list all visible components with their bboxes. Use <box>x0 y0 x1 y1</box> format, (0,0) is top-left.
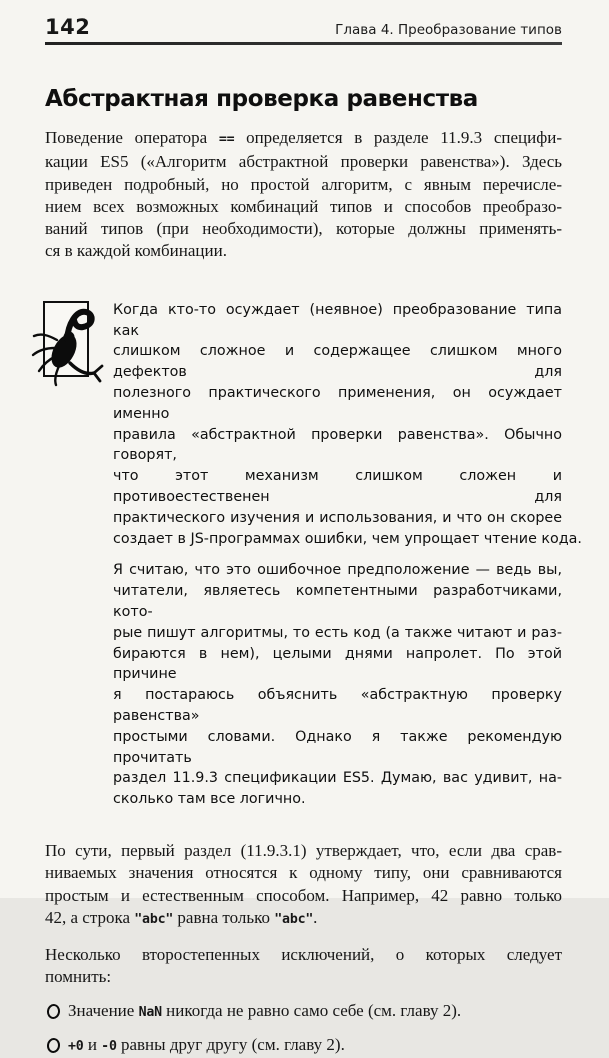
paragraph-body <box>45 840 562 931</box>
code-inline: == <box>218 132 235 147</box>
text-run: простым и естественным способом. Например, 42 равно только <box>45 885 562 905</box>
text-run: Значение <box>68 1000 139 1020</box>
text-run: никогда не равно само себе (см. главу 2). <box>161 1000 462 1020</box>
text-line <box>45 966 562 988</box>
text-run: равны друг другу (см. главу 2). <box>116 1034 345 1054</box>
text-run: кации ES5 («Алгоритм абстрактной проверки равенства»). Здесь <box>45 152 562 172</box>
note-paragraph-1 <box>113 300 582 550</box>
text-run: Когда кто-то осуждает (неявное) преобразование типа как <box>113 301 562 339</box>
text-line <box>113 768 562 789</box>
code-inline: "abc" <box>274 911 314 927</box>
running-title: Глава 4. Преобразование типов <box>335 22 562 38</box>
text-run: нием всех возможных комбинаций типов и способов преобразо- <box>45 196 562 216</box>
text-line <box>113 508 562 529</box>
text-line <box>113 581 562 623</box>
text-run: и <box>83 1034 102 1054</box>
text-run: что этот механизм слишком сложен и противоестественен для <box>113 468 562 505</box>
list-item <box>45 1034 562 1057</box>
code-inline: -0 <box>101 1038 117 1054</box>
text-line <box>113 727 562 769</box>
text-run: По сути, первый раздел (11.9.3.1) утверждает, что, если два срав- <box>45 840 562 860</box>
text-run: Поведение оператора <box>45 128 219 147</box>
note-block <box>45 300 582 810</box>
text-run: ся в каждой комбинации. <box>45 241 227 261</box>
text-run: читатели, являетесь компетентными разработчиками, кото- <box>113 583 562 620</box>
text-run: Я считаю, что это ошибочное предположение — ведь вы, <box>113 562 562 579</box>
text-line <box>113 529 582 550</box>
text-run: рые пишут алгоритмы, то есть код (а также читают и раз- <box>113 624 562 641</box>
text-run: я постараюсь объяснить «абстрактную проверку равенства» <box>113 687 562 724</box>
paragraph-lead-in <box>45 944 562 989</box>
paragraph-intro <box>45 127 562 263</box>
text-line <box>113 383 562 425</box>
text-run: правила «абстрактной проверки равенства». Обычно говорят, <box>113 426 562 464</box>
text-line <box>113 425 562 467</box>
text-run: полезного практического применения, он осуждает именно <box>113 384 562 422</box>
text-line <box>113 341 562 383</box>
bullet-circle-icon <box>46 1037 61 1054</box>
text-line <box>45 840 562 862</box>
text-run: сколько там все логично. <box>113 791 306 808</box>
text-line <box>113 560 562 581</box>
text-run: равна только <box>173 907 275 927</box>
page-number: 142 <box>45 15 91 39</box>
text-run: приведен подробный, но простой алгоритм, с явным перечисле- <box>45 174 562 194</box>
text-line <box>45 862 562 884</box>
text-line <box>45 885 562 907</box>
text-line <box>45 240 562 262</box>
text-run: . <box>313 907 318 927</box>
text-line <box>45 174 562 196</box>
text-run: определяется в разделе 11.9.3 специфи- <box>234 128 562 147</box>
text-line <box>113 644 562 686</box>
section-title: Абстрактная проверка равенства <box>45 86 478 112</box>
bullet-list <box>45 1000 562 1057</box>
bullet-circle-icon <box>46 1003 61 1020</box>
text-line <box>45 151 562 173</box>
page-content <box>45 0 582 1057</box>
page-header <box>45 0 562 39</box>
text-run: простыми словами. Однако я также рекомендую прочитать <box>113 728 562 766</box>
text-run: слишком сложное и содержащее слишком много дефектов для <box>113 343 562 381</box>
text-run: 42, а строка <box>45 907 135 927</box>
code-inline: +0 <box>68 1038 84 1054</box>
text-run: раздел 11.9.3 спецификации ES5. Думаю, вас удивит, на- <box>113 770 562 787</box>
code-inline: "abc" <box>134 911 174 927</box>
list-item-text <box>68 1034 345 1058</box>
text-run: бираются в нем), целыми днями напролет. По этой причине <box>113 645 562 683</box>
scorpion-icon <box>43 301 89 377</box>
header-rule <box>45 42 562 45</box>
note-paragraph-2 <box>113 560 562 810</box>
text-line <box>113 300 562 342</box>
text-run: практического изучения и использования, и что он скорее <box>113 509 562 526</box>
text-line <box>45 127 562 151</box>
text-line <box>45 196 562 218</box>
text-line <box>45 944 562 966</box>
text-line <box>113 789 562 810</box>
text-line <box>113 466 562 508</box>
code-inline: NaN <box>138 1004 162 1020</box>
text-line <box>113 685 562 727</box>
text-line <box>45 907 562 931</box>
text-line <box>113 623 562 644</box>
list-item <box>45 1000 562 1023</box>
text-line <box>45 218 562 240</box>
text-run: создает в JS-программах ошибки, чем упрощает чтение кода. <box>113 530 582 547</box>
text-run: Несколько второстепенных исключений, о которых следует <box>45 945 562 965</box>
text-run: ваний типов (при необходимости), которые должны применять- <box>45 219 562 239</box>
text-run: ниваемых значения относятся к одному типу, они сравниваются <box>45 863 562 883</box>
text-run: помнить: <box>45 967 112 987</box>
list-item-text <box>68 1000 461 1024</box>
